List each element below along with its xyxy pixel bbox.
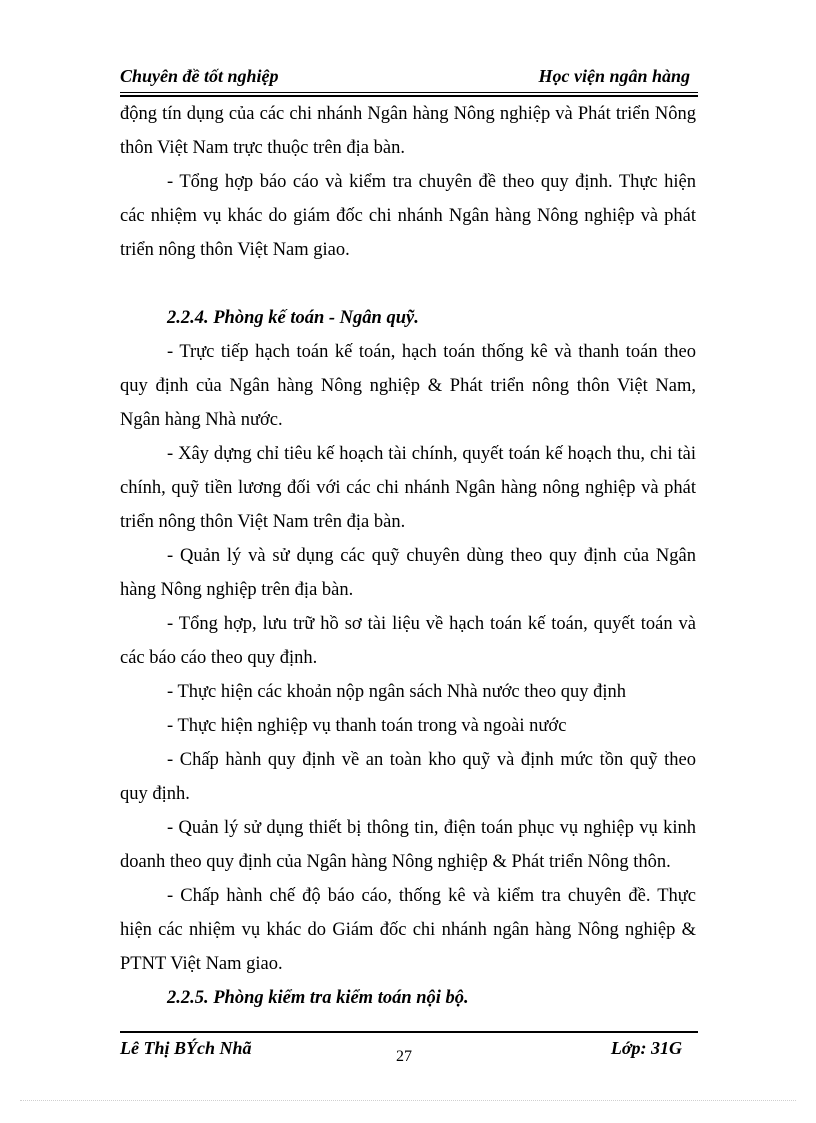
- body-paragraph: - Quản lý sử dụng thiết bị thông tin, điện toán phục vụ nghiệp vụ kinh doanh theo quy định của Ngân hàng Nông nghiệp & Phát triển Nông thôn.: [120, 818, 696, 872]
- body-paragraph: - Chấp hành chế độ báo cáo, thống kê và kiểm tra chuyên đề. Thực hiện các nhiệm vụ khác do Giám đốc chi nhánh ngân hàng Nông nghiệp & PTNT Việt Nam giao.: [120, 886, 696, 974]
- body-paragraph: - Chấp hành quy định về an toàn kho quỹ và định mức tồn quỹ theo quy định.: [120, 750, 696, 804]
- body-paragraph: - Tổng hợp, lưu trữ hồ sơ tài liệu về hạch toán kế toán, quyết toán và các báo cáo theo quy định.: [120, 614, 696, 668]
- page-footer: [120, 1038, 698, 1066]
- page-edge-dotted-line: [20, 1100, 796, 1101]
- body-paragraph: động tín dụng của các chi nhánh Ngân hàng Nông nghiệp và Phát triển Nông thôn Việt Nam trực thuộc trên địa bàn.: [120, 104, 696, 158]
- body-paragraph: - Thực hiện nghiệp vụ thanh toán trong và ngoài nước: [167, 716, 567, 736]
- header-rule-thin: [120, 92, 698, 93]
- page-header: [120, 64, 698, 92]
- section-heading: 2.2.5. Phòng kiểm tra kiểm toán nội bộ.: [167, 988, 469, 1008]
- footer-rule: [120, 1031, 698, 1033]
- footer-author: Lê Thị BÝch Nhã: [120, 1038, 252, 1058]
- body-paragraph: - Quản lý và sử dụng các quỹ chuyên dùng theo quy định của Ngân hàng Nông nghiệp trên địa bàn.: [120, 546, 696, 600]
- body-paragraph: - Xây dựng chỉ tiêu kế hoạch tài chính, quyết toán kế hoạch thu, chi tài chính, quỹ tiền lương đối với các chi nhánh Ngân hàng nông nghiệp và phát triển nông thôn Việt Nam trên địa bàn.: [120, 444, 696, 532]
- section-heading: 2.2.4. Phòng kế toán - Ngân quỹ.: [167, 308, 419, 328]
- body-paragraph: - Trực tiếp hạch toán kế toán, hạch toán thống kê và thanh toán theo quy định của Ngân hàng Nông nghiệp & Phát triển nông thôn Việt Nam, Ngân hàng Nhà nước.: [120, 342, 696, 430]
- document-body: [120, 97, 696, 1015]
- header-title-right: Học viện ngân hàng: [538, 66, 690, 86]
- header-title-left: Chuyên đề tốt nghiệp: [120, 66, 279, 86]
- page-number: 27: [396, 1048, 412, 1065]
- body-paragraph: - Thực hiện các khoản nộp ngân sách Nhà nước theo quy định: [167, 682, 626, 702]
- footer-class: Lớp: 31G: [610, 1038, 682, 1058]
- body-paragraph: - Tổng hợp báo cáo và kiểm tra chuyên đề theo quy định. Thực hiện các nhiệm vụ khác do giám đốc chi nhánh Ngân hàng Nông nghiệp và phát triển nông thôn Việt Nam giao.: [120, 172, 696, 260]
